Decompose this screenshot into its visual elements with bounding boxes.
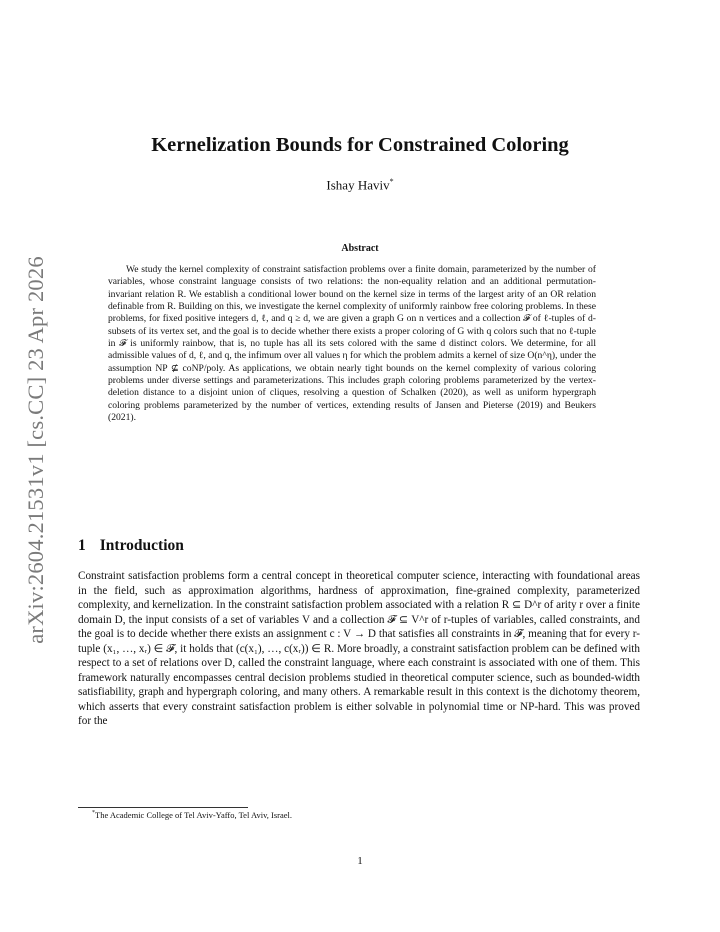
- abstract-heading: Abstract: [341, 243, 379, 254]
- footnote-divider: [78, 807, 248, 808]
- affiliation-footnote: [92, 810, 292, 820]
- section-title: Introduction: [99, 537, 184, 554]
- author-name: Ishay Haviv: [326, 177, 390, 193]
- author-line: [0, 177, 720, 193]
- section-heading: [78, 537, 184, 555]
- author-footnote-marker: *: [389, 177, 394, 186]
- footnote-marker: *: [92, 810, 95, 817]
- section-number: 1: [78, 537, 86, 554]
- paper-title: Kernelization Bounds for Constrained Coloring: [151, 134, 569, 156]
- arxiv-identifier-stamp: arXiv:2604.21531v1 [cs.CC] 23 Apr 2026: [23, 256, 48, 644]
- page-number: 1: [357, 855, 363, 867]
- footnote-text: The Academic College of Tel Aviv-Yaffo, Tel Aviv, Israel.: [95, 810, 293, 820]
- introduction-paragraph: Constraint satisfaction problems form a central concept in theoretical computer science, interacting with foundational areas in the field, such as approximation algorithms, hardness of approximation, fine-grained complexity, parameterized complexity, and kernelization. In the constraint satisfaction problem associated with a relation R ⊆ D^r of arity r over a finite domain D, the input consists of a set of variables V and a collection 𝓕 ⊆ V^r of r-tuples of variables, called constraints, and the goal is to decide whether there exists an assignment c : V → D that satisfies all constraints in 𝓕, meaning that for every r-tuple (x₁, …, xᵣ) ∈ 𝓕, it holds that (c(x₁), …, c(xᵣ)) ∈ R. More broadly, a constraint satisfaction problem can be defined with respect to a set of relations over D, called the constraint language, where each constraint is associated with one of them. This framework naturally encompasses central decision problems studied in theoretical computer science, such as bounded-width satisfiability, graph and hypergraph coloring, and many others. A remarkable result in this context is the dichotomy theorem, which asserts that every constraint satisfaction problem is either solvable in polynomial time or NP-hard. This was proved for the: [78, 570, 640, 728]
- abstract-text: We study the kernel complexity of constraint satisfaction problems over a finite domain, parameterized by the number of variables, whose constraint language consists of two relations: the non-equality relation and an additional permutation-invariant relation R. We establish a conditional lower bound on the kernel size in terms of the largest arity of an OR relation definable from R. Building on this, we investigate the kernel complexity of uniformly rainbow free coloring problems. In these problems, for fixed positive integers d, ℓ, and q ≥ d, we are given a graph G on n vertices and a collection 𝓕 of ℓ-tuples of d-subsets of its vertex set, and the goal is to decide whether there exists a proper coloring of G with q colors such that no ℓ-tuple in 𝓕 is uniformly rainbow, that is, no tuple has all its sets colored with the same d distinct colors. We determine, for all admissible values of d, ℓ, and q, the infimum over all values η for which the problem admits a kernel of size O(n^η), under the assumption NP ⊈ coNP/poly. As applications, we obtain nearly tight bounds on the kernel complexity of various coloring problems under diverse settings and parameterizations. This includes graph coloring problems parameterized by the vertex-deletion distance to a disjoint union of cliques, resolving a question of Schalken (2020), as well as uniform hypergraph coloring problems parameterized by the number of vertices, extending results of Jansen and Pieterse (2019) and Beukers (2021).: [108, 264, 596, 424]
